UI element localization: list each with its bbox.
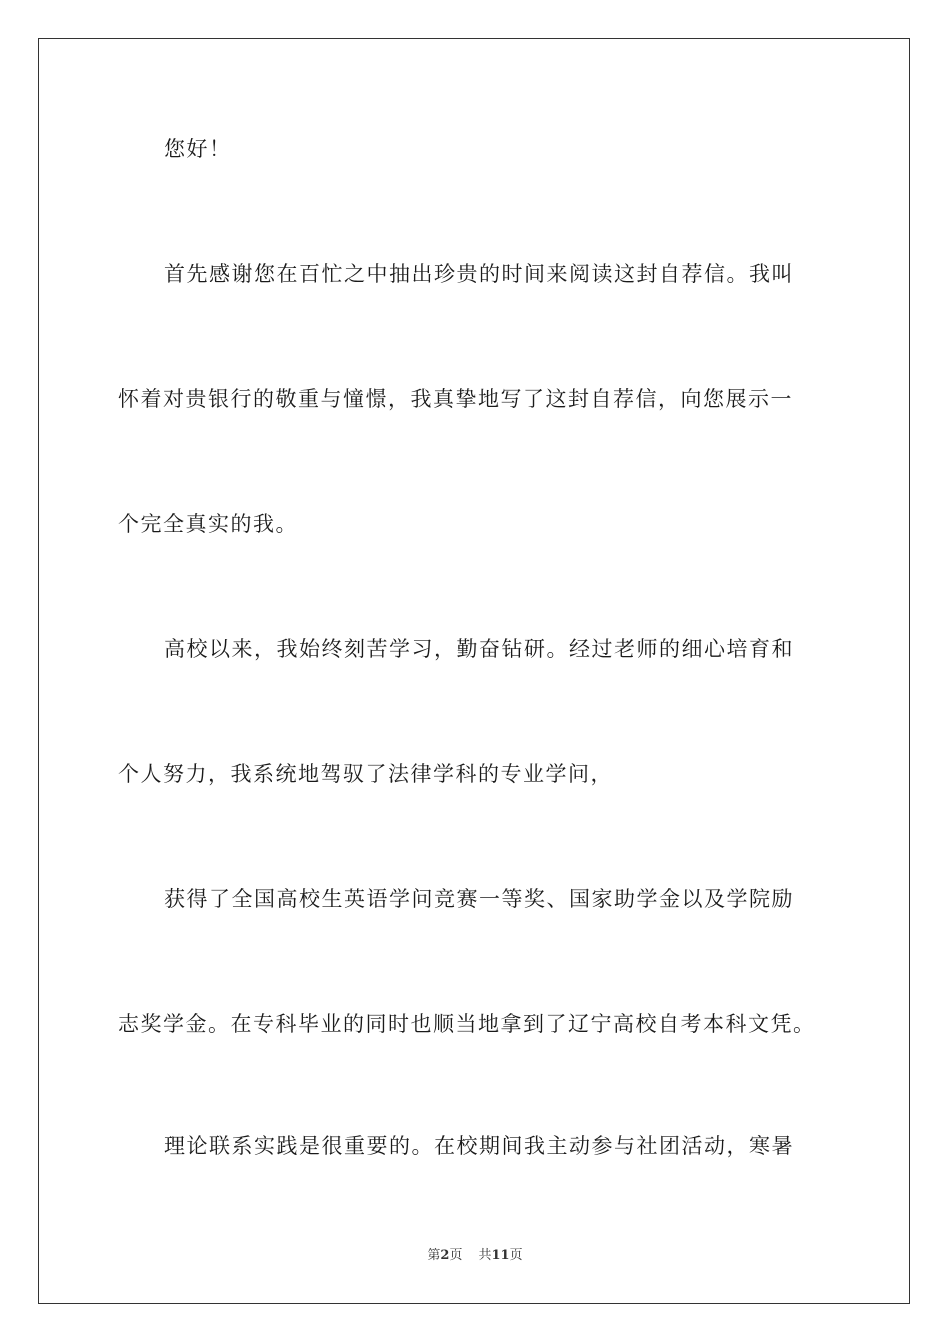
paragraph-line: 个完全真实的我。 — [118, 512, 298, 536]
paragraph-line: 首先感谢您在百忙之中抽出珍贵的时间来阅读这封自荐信。我叫 — [164, 262, 794, 286]
greeting-line: 您好！ — [164, 137, 232, 161]
page-number: 2 — [440, 1248, 450, 1263]
total-pages: 11 — [491, 1248, 510, 1263]
total-prefix: 共 — [478, 1248, 492, 1263]
total-suffix: 页 — [509, 1248, 523, 1263]
page-footer — [0, 1247, 950, 1265]
paragraph-line: 获得了全国高校生英语学问竞赛一等奖、国家助学金以及学院励 — [164, 887, 794, 911]
paragraph-line: 理论联系实践是很重要的。在校期间我主动参与社团活动，寒暑 — [164, 1134, 794, 1158]
paragraph-line: 怀着对贵银行的敬重与憧憬，我真挚地写了这封自荐信，向您展示一 — [118, 387, 793, 411]
paragraph-line: 志奖学金。在专科毕业的同时也顺当地拿到了辽宁高校自考本科文凭。 — [118, 1012, 816, 1036]
paragraph-line: 高校以来，我始终刻苦学习，勤奋钻研。经过老师的细心培育和 — [164, 637, 794, 661]
page-prefix: 第 — [427, 1248, 441, 1263]
page-suffix: 页 — [449, 1248, 463, 1263]
paragraph-line: 个人努力，我系统地驾驭了法律学科的专业学问， — [118, 762, 613, 786]
page-border — [38, 38, 910, 1304]
